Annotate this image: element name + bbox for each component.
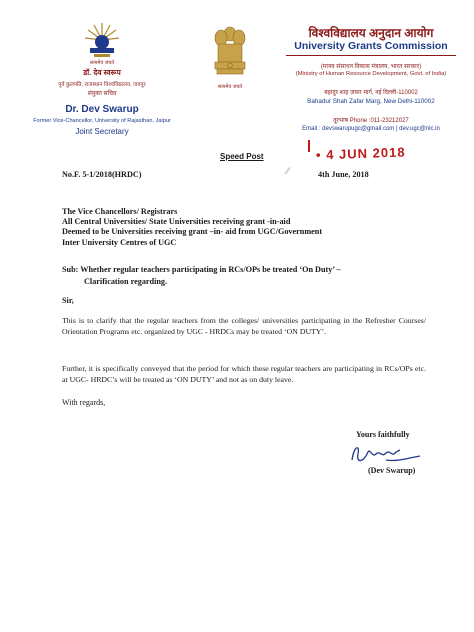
stamp-tick-mark (308, 140, 310, 152)
ministry-hindi: (मानव संसाधन विकास मंत्रालय, भारत सरकार) (320, 64, 422, 70)
emblem-caption: सत्यमेव जयते (217, 84, 243, 90)
subject-line: Sub: Whether regular teachers participating in RCs/OPs be treated ‘On Duty’ – (62, 265, 341, 274)
email-line[interactable]: Email : devswarupugc@gmail.com | dev.ugc@nic.in (302, 126, 440, 132)
body-paragraph: Further, it is specifically conveyed that the period for which these regular teachers are participating in RCs/OPs etc. at UGC- HRDC’s will be treated as ‘ON DUTY’ and not as on duty leave. (62, 364, 426, 385)
ministry: (Ministry of Human Resource Development, Govt. of India) (295, 71, 447, 77)
org-name: University Grants Commission (294, 40, 448, 52)
sender-name: Dr. Dev Swarup (65, 104, 139, 115)
phone: दूरभाष Phone :011-23212027 (333, 118, 409, 124)
signatory-name: (Dev Swarup) (368, 466, 416, 475)
header-divider (286, 55, 456, 56)
pen-mark-icon: ⁄⁄ (286, 166, 290, 176)
sender-title: Joint Secretary (75, 127, 129, 136)
sender-former-role: Former Vice-Chancellor, University of Rajasthan, Jaipur (33, 118, 171, 124)
sender-name-hindi: डॉ. देव स्वरूप (83, 68, 121, 77)
reference-number: No.F. 5-1/2018(HRDC) (62, 170, 142, 179)
salutation: Sir, (62, 296, 74, 305)
address-hindi: बहादुर शाह ज़फ़र मार्ग, नई दिल्ली-110002 (324, 90, 418, 96)
ugc-logo-icon (82, 20, 122, 60)
date-stamp: • 4 JUN 2018 (315, 144, 406, 163)
addressee-line: All Central Universities/ State Universities receiving grant -in-aid (62, 217, 291, 227)
subject-block (62, 264, 432, 288)
org-name-hindi: विश्वविद्यालय अनुदान आयोग (308, 26, 434, 40)
signature-icon (346, 440, 426, 466)
body-paragraph: This is to clarify that the regular teachers from the colleges/ universities participating in the Refresher Courses/ Orientation Programs etc. organized by UGC - HRDCs may be treated ‘ON DUTY’. (62, 316, 426, 337)
valediction: Yours faithfully (356, 430, 410, 439)
subject-line: Clarification regarding. (84, 277, 168, 286)
addressee-line: Inter University Centres of UGC (62, 237, 177, 247)
sender-former-role-hindi: पूर्व कुलपति, राजस्थान विश्वविद्यालय, जयपुर (58, 82, 146, 88)
letter-date: 4th June, 2018 (318, 170, 369, 179)
addressee-block (62, 207, 422, 248)
addressee-line: Deemed to be Universities receiving grant –in- aid from UGC/Government (62, 227, 323, 237)
national-emblem-icon (212, 24, 248, 82)
closing: With regards, (62, 398, 106, 407)
dispatch-mode: Speed Post (220, 152, 264, 161)
addressee-line: The Vice Chancellors/ Registrars (62, 207, 178, 216)
logo-caption: सत्यमेव जयते (89, 60, 115, 66)
address: Bahadur Shah Zafar Marg, New Delhi-110002 (307, 98, 435, 105)
sender-title-hindi: संयुक्त सचिव (87, 91, 117, 97)
